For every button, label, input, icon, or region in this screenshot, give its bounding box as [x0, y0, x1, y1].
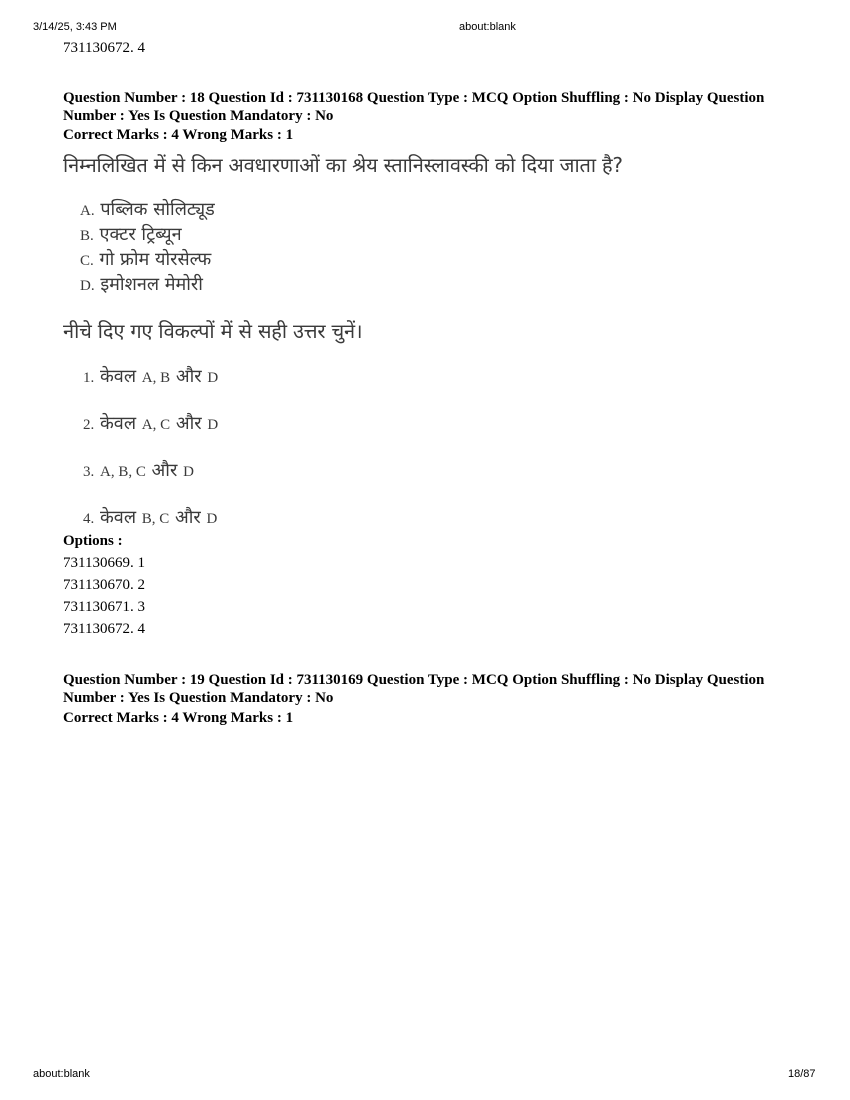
answer-choice [83, 505, 217, 529]
statement-text: गो फ्रोम योरसेल्फ [99, 249, 212, 270]
option-id-item: 731130670. 2 [63, 577, 145, 593]
choice-conjunction: और [169, 507, 207, 528]
question-19-header-line2: Number : Yes Is Question Mandatory : No [63, 689, 334, 706]
statement-item [80, 222, 182, 246]
statement-item [80, 197, 215, 221]
previous-option-tail: 731130672. 4 [63, 40, 145, 56]
statement-letter: A. [80, 203, 95, 219]
option-id-item: 731130671. 3 [63, 599, 145, 615]
choice-prefix: केवल [99, 413, 142, 434]
choice-last-letter: D [207, 417, 219, 433]
choice-letters: A, B [141, 370, 171, 386]
choice-letters: A, C [141, 417, 171, 433]
question-19-marks: Correct Marks : 4 Wrong Marks : 1 [63, 710, 294, 726]
choice-last-letter: D [206, 511, 218, 527]
choice-last-letter: D [207, 370, 219, 386]
choice-conjunction: और [145, 460, 184, 481]
statement-letter: B. [80, 228, 94, 244]
choice-conjunction: और [170, 413, 208, 434]
statement-text: इमोशनल मेमोरी [100, 274, 203, 295]
answer-choice [83, 411, 218, 435]
answer-choice [83, 364, 218, 388]
print-header-url: about:blank [459, 21, 516, 33]
statement-letter: D. [80, 278, 95, 294]
choice-last-letter: D [183, 464, 194, 480]
answer-choice [83, 458, 194, 482]
choice-letters: B, C [141, 511, 170, 527]
choice-number: 3. [83, 464, 95, 480]
choice-letters: A, B, C [99, 464, 146, 480]
choice-conjunction: और [170, 366, 208, 387]
option-id-item: 731130669. 1 [63, 555, 145, 571]
question-18-marks: Correct Marks : 4 Wrong Marks : 1 [63, 127, 294, 143]
statement-letter: C. [80, 253, 94, 269]
page-counter: 18/87 [788, 1068, 816, 1080]
question-18-instruction: नीचे दिए गए विकल्पों में से सही उत्तर चुनें। [63, 319, 363, 343]
choice-number: 2. [83, 417, 95, 433]
option-id-item: 731130672. 4 [63, 621, 145, 637]
statement-item [80, 272, 203, 296]
statement-text: पब्लिक सोलिट्यूड [100, 199, 215, 220]
statement-item [80, 247, 211, 271]
options-label: Options : [63, 533, 123, 549]
question-19-header [63, 672, 793, 707]
print-datetime: 3/14/25, 3:43 PM [33, 21, 117, 33]
choice-prefix: केवल [99, 366, 142, 387]
question-19-header-line1: Question Number : 19 Question Id : 731130169 Question Type : MCQ Option Shuffling : No Display Question [63, 672, 765, 688]
choice-prefix: केवल [99, 507, 142, 528]
choice-number: 1. [83, 370, 95, 386]
question-18-header-line1: Question Number : 18 Question Id : 731130168 Question Type : MCQ Option Shuffling : No Display Question [63, 90, 765, 106]
print-footer-url: about:blank [33, 1068, 90, 1080]
question-18-header [63, 90, 793, 125]
question-18-header-line2: Number : Yes Is Question Mandatory : No [63, 107, 334, 124]
question-18-text: निम्नलिखित में से किन अवधारणाओं का श्रेय स्तानिस्लावस्की को दिया जाता है? [63, 153, 623, 177]
choice-number: 4. [83, 511, 95, 527]
statement-text: एक्टर ट्रिब्यून [99, 224, 182, 245]
